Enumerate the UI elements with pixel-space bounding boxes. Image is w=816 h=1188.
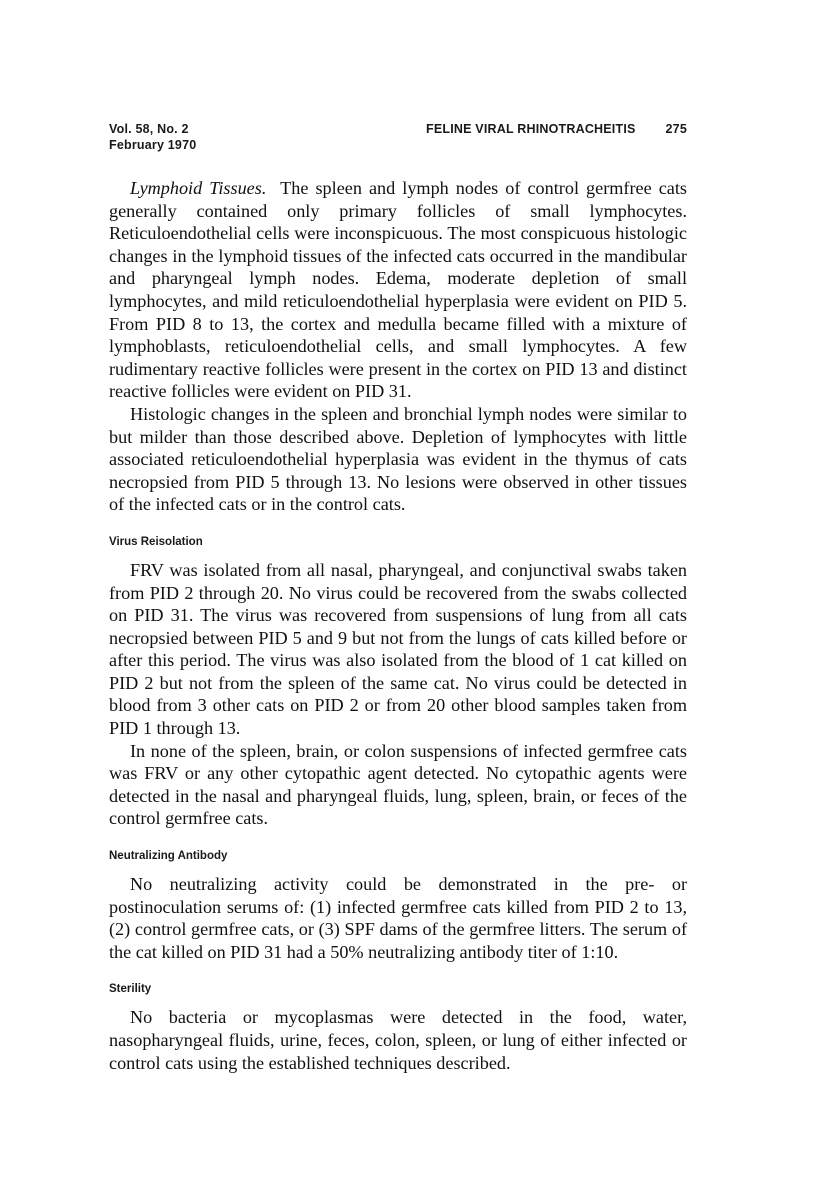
section-heading-virus-reisolation: Virus Reisolation <box>109 535 203 548</box>
running-title: FELINE VIRAL RHINOTRACHEITIS <box>425 122 636 136</box>
issue-date: February 1970 <box>109 138 197 152</box>
lymphoid-run-in-heading: Lymphoid Tissues. <box>130 178 267 198</box>
section-heading-sterility: Sterility <box>109 983 152 996</box>
volume-issue: Vol. 58, No. 2 <box>109 122 189 136</box>
reisolation-paragraph-1: FRV was isolated from all nasal, pharyngeal, and conjunctival swabs taken from PID 2 through 20. No virus could be recovered from the swabs collected on PID 31. The virus was recovered from suspensions of lung from all cats necropsied between PID 5 and 9 but not from the lungs of cats killed before or after this period. The virus was also isolated from the blood of 1 cat killed on PID 2 but not from the spleen of the same cat. No virus could be detected in blood from 3 other cats on PID 2 or from 20 other blood samples taken from PID 1 through 13. <box>109 559 687 739</box>
reisolation-paragraph-2: In none of the spleen, brain, or colon suspensions of infected germfree cats was FRV or any other cytopathic agent detected. No cytopathic agents were detected in the nasal and pharyngeal fluids, lung, spleen, brain, or feces of the control germfree cats. <box>109 740 687 829</box>
antibody-paragraph: No neutralizing activity could be demonstrated in the pre- or postinoculation serums of: (1) infected germfree cats killed from PID 2 to 13, (2) control germfree cats, or (3) SPF dams of the germfree litters. The serum of the cat killed on PID 31 had a 50% neutralizing antibody titer of 1:10. <box>109 874 687 962</box>
page-number: 275 <box>665 122 687 136</box>
running-header <box>109 121 687 153</box>
section-heading-neutralizing-antibody: Neutralizing Antibody <box>109 850 228 863</box>
lymphoid-paragraph-2: Histologic changes in the spleen and bronchial lymph nodes were similar to but milder than those described above. Depletion of lymphocytes with little associated reticuloendothelial hyperplasia was evident in the thymus of cats necropsied from PID 5 through 13. No lesions were observed in other tissues of the infected cats or in the control cats. <box>109 403 687 515</box>
article-body <box>109 177 687 1074</box>
lymphoid-paragraph-1 <box>109 177 687 403</box>
lymphoid-paragraph-1-text: The spleen and lymph nodes of control germfree cats generally contained only primary follicles of small lymphocytes. Reticuloendothelial cells were inconspicuous. The most conspicuous histologic changes in the lymphoid tissues of the infected cats occurred in the mandibular and pharyngeal lymph nodes. Edema, moderate depletion of small lymphocytes, and mild reticuloendothelial hyperplasia were evident on PID 5. From PID 8 to 13, the cortex and medulla became filled with a mixture of lymphoblasts, reticuloendothelial cells, and small lymphocytes. A few rudimentary reactive follicles were present in the cortex on PID 13 and distinct reactive follicles were evident on PID 31. <box>109 178 687 402</box>
sterility-paragraph: No bacteria or mycoplasmas were detected in the food, water, nasopharyngeal fluids, urine, feces, colon, spleen, or lung of either infected or control cats using the established techniques described. <box>109 1007 687 1073</box>
